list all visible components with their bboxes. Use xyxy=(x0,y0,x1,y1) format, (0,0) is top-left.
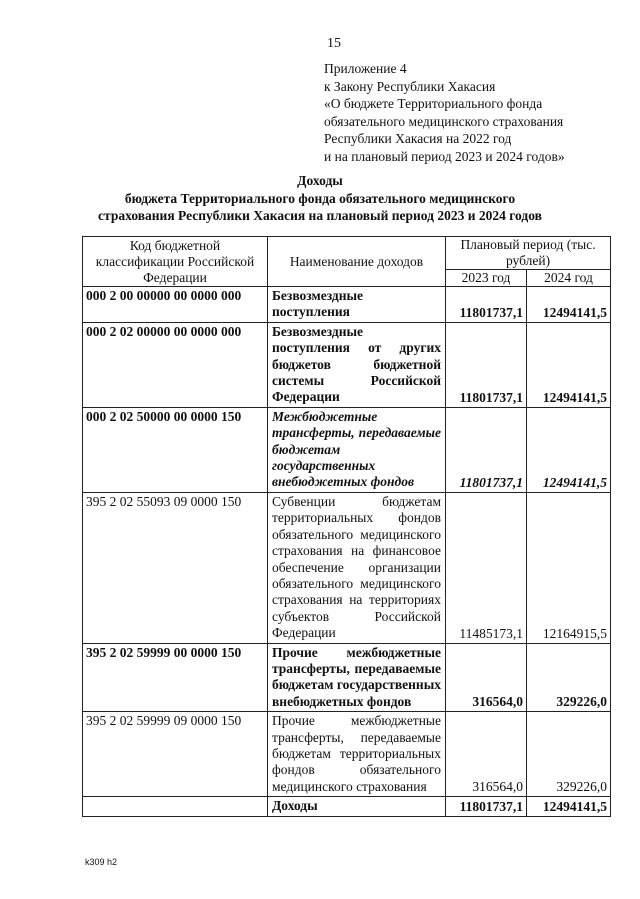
code-cell: 395 2 02 55093 09 0000 150 xyxy=(83,492,268,643)
appendix-note xyxy=(324,60,565,166)
total-code-cell xyxy=(83,797,268,816)
code-cell: 395 2 02 59999 00 0000 150 xyxy=(83,643,268,712)
name-cell: Безвозмездные поступления xyxy=(268,287,446,323)
code-cell: 395 2 02 59999 09 0000 150 xyxy=(83,712,268,797)
header-year-2023: 2023 год xyxy=(446,270,527,287)
code-cell: 000 2 02 00000 00 0000 000 xyxy=(83,322,268,407)
revenue-table xyxy=(82,236,611,817)
name-cell: Безвозмездные поступления от других бюджетов бюджетной системы Российской Федерации xyxy=(268,322,446,407)
name-cell: Прочие межбюджетные трансферты, передаваемые бюджетам государственных внебюджетных фондов xyxy=(268,643,446,712)
value-2023-cell: 11801737,1 xyxy=(446,407,527,492)
heading-line: Доходы xyxy=(297,173,343,188)
document-heading xyxy=(0,172,640,225)
appendix-line: Приложение 4 xyxy=(324,61,407,76)
value-2023-cell: 11801737,1 xyxy=(446,322,527,407)
value-2023-cell: 11801737,1 xyxy=(446,287,527,323)
heading-line: бюджета Территориального фонда обязательного медицинского xyxy=(124,190,516,206)
name-cell: Субвенции бюджетам территориальных фондов обязательного медицинского страхования на финансовое обеспечение организации обязательного медицинского страхования на территориях субъектов Российской Федерации xyxy=(268,492,446,643)
page-number: 15 xyxy=(327,36,341,51)
name-cell: Межбюджетные трансферты, передаваемые бюджетам государственных внебюджетных фондов xyxy=(268,407,446,492)
appendix-line: «О бюджете Территориального фонда xyxy=(324,96,543,112)
header-year-2024: 2024 год xyxy=(527,270,611,287)
value-2024-cell: 329226,0 xyxy=(527,643,611,712)
appendix-line: и на плановый период 2023 и 2024 годов» xyxy=(324,148,565,164)
value-2023-cell: 316564,0 xyxy=(446,712,527,797)
table-row xyxy=(83,492,611,643)
value-2024-cell: 12494141,5 xyxy=(527,287,611,323)
table-row xyxy=(83,322,611,407)
value-2024-cell: 12494141,5 xyxy=(527,322,611,407)
name-cell: Прочие межбюджетные трансферты, передаваемые бюджетам территориальных фондов обязательного медицинского страхования xyxy=(268,712,446,797)
header-code: Код бюджетной классификации Российской Федерации xyxy=(83,237,268,287)
value-2023-cell: 11485173,1 xyxy=(446,492,527,643)
value-2024-cell: 12164915,5 xyxy=(527,492,611,643)
table-row xyxy=(83,287,611,323)
total-row xyxy=(83,797,611,816)
heading-line: страхования Республики Хакасия на плановый период 2023 и 2024 годов xyxy=(98,208,542,223)
code-cell: 000 2 00 00000 00 0000 000 xyxy=(83,287,268,323)
table-row xyxy=(83,643,611,712)
appendix-line: обязательного медицинского страхования xyxy=(324,113,564,129)
value-2023-cell: 316564,0 xyxy=(446,643,527,712)
table-row xyxy=(83,407,611,492)
footer-code: k309 h2 xyxy=(85,857,118,867)
total-value-2023: 11801737,1 xyxy=(446,797,527,816)
value-2024-cell: 329226,0 xyxy=(527,712,611,797)
header-period: Плановый период (тыс. рублей) xyxy=(446,237,611,270)
total-value-2024: 12494141,5 xyxy=(527,797,611,816)
value-2024-cell: 12494141,5 xyxy=(527,407,611,492)
code-cell: 000 2 02 50000 00 0000 150 xyxy=(83,407,268,492)
total-label: Доходы xyxy=(268,797,446,816)
appendix-line: к Закону Республики Хакасия xyxy=(324,78,496,94)
appendix-line: Республики Хакасия на 2022 год xyxy=(324,131,512,147)
header-name: Наименование доходов xyxy=(268,237,446,287)
table-row xyxy=(83,712,611,797)
